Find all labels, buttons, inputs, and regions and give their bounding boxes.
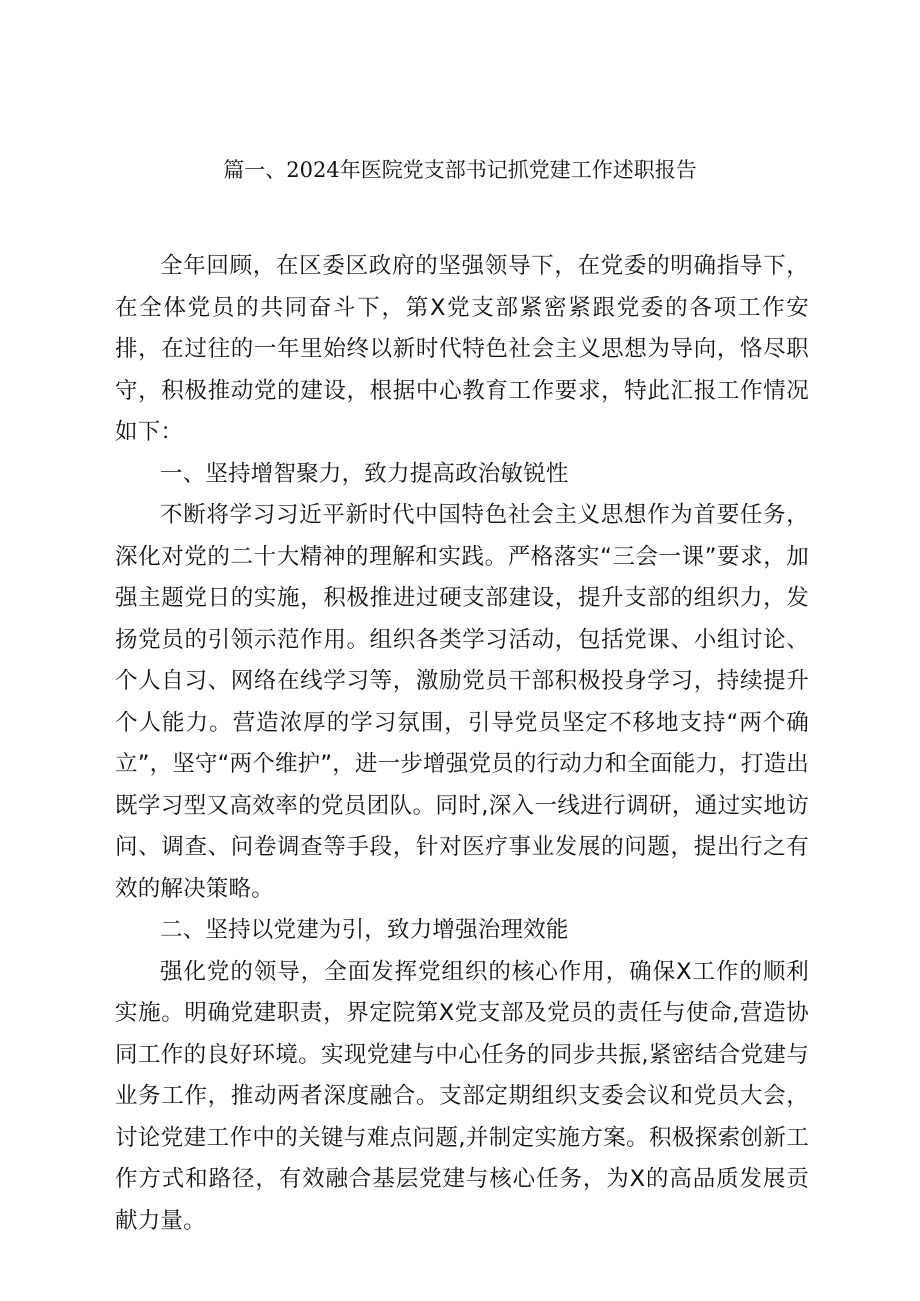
- section-heading-1: 一、坚持增智聚力，致力提高政治敏锐性: [160, 460, 569, 487]
- document-title: 篇一、2024年医院党支部书记抓党建工作述职报告: [223, 158, 697, 182]
- section-1-paragraph: 不断将学习习近平新时代中国特色社会主义思想作为首要任务，深化对党的二十大精神的理解和实践。严格落实“三会一课”要求，加强主题党日的实施，积极推进过硬支部建设，提升支部的组织力，发扬党员的引领示范作用。组织各类学习活动，包括党课、小组讨论、个人自习、网络在线学习等，激励党员干部积极投身学习，持续提升个人能力。营造浓厚的学习氛围，引导党员坚定不移地支持“两个确立”，坚守“两个维护”，进一步增强党员的行动力和全面能力，打造出既学习型又高效率的党员团队。同时,深入一线进行调研，通过实地访问、调查、问卷调查等手段，针对医疗事业发展的问题，提出行之有效的解决策略。: [115, 502, 809, 902]
- section-heading-2: 二、坚持以党建为引，致力增强治理效能: [160, 917, 569, 943]
- intro-paragraph: 全年回顾，在区委区政府的坚强领导下，在党委的明确指导下，在全体党员的共同奋斗下，第X党支部紧密紧跟党委的各项工作安排，在过往的一年里始终以新时代特色社会主义思想为导向，恪尽职守，积极推动党的建设，根据中心教育工作要求，特此汇报工作情况如下：: [115, 253, 809, 445]
- document-body: [115, 246, 809, 1242]
- section-2-paragraph: 强化党的领导，全面发挥党组织的核心作用，确保X工作的顺利实施。明确党建职责，界定院第X党支部及党员的责任与使命,营造协同工作的良好环境。实现党建与中心任务的同步共振,紧密结合党建与业务工作，推动两者深度融合。支部定期组织支委会议和党员大会，讨论党建工作中的关键与难点问题,并制定实施方案。积极探索创新工作方式和路径，有效融合基层党建与核心任务，为X的高品质发展贡献力量。: [115, 958, 809, 1234]
